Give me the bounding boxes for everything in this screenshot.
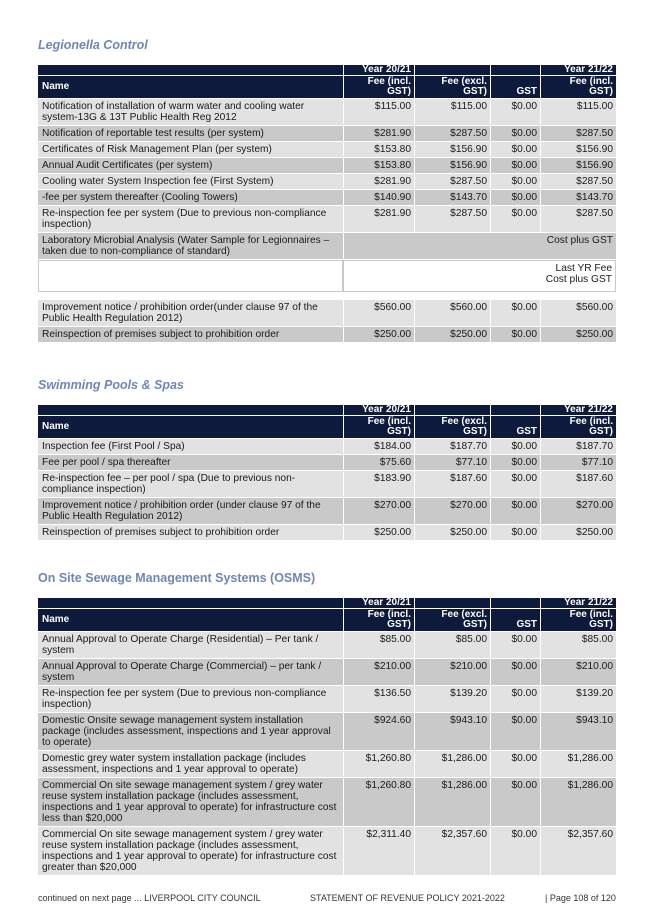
- row-gst: $0.00: [490, 455, 540, 470]
- row-fee-prev: $184.00: [343, 439, 414, 454]
- row-fee-incl: $1,286.00: [540, 751, 616, 777]
- row-gst: $0.00: [490, 525, 540, 540]
- row-fee-prev: $270.00: [343, 498, 414, 524]
- table-spacer: [38, 293, 616, 299]
- row-fee-excl: $287.50: [414, 174, 490, 189]
- row-gst: $0.00: [490, 190, 540, 205]
- table-row: [38, 713, 616, 750]
- table-row: [38, 751, 616, 777]
- row-fee-excl: $156.90: [414, 158, 490, 173]
- header-fee-incl: Fee (incl. GST): [343, 416, 414, 438]
- row-fee-excl: $187.70: [414, 439, 490, 454]
- footer-page-number: | Page 108 of 120: [545, 893, 616, 903]
- row-last-yr-fee: [343, 260, 616, 292]
- row-fee-excl: $250.00: [414, 525, 490, 540]
- footer-center: STATEMENT OF REVENUE POLICY 2021-2022: [310, 893, 505, 903]
- row-name: Re-inspection fee per system (Due to previous non-compliance inspection): [38, 686, 343, 712]
- row-name: Notification of reportable test results (per system): [38, 126, 343, 141]
- pools-table: [38, 404, 616, 541]
- row-gst: $0.00: [490, 206, 540, 232]
- header-name: Name: [38, 76, 343, 98]
- table-row: [38, 455, 616, 470]
- row-gst: $0.00: [490, 751, 540, 777]
- row-fee-excl: $187.60: [414, 471, 490, 497]
- row-name: Cooling water System Inspection fee (First System): [38, 174, 343, 189]
- row-gst: $0.00: [490, 471, 540, 497]
- row-fee-prev: $560.00: [343, 300, 414, 326]
- osms-table: [38, 597, 616, 876]
- header-spacer: [38, 65, 343, 75]
- row-fee-excl: $210.00: [414, 659, 490, 685]
- row-fee-incl: $156.90: [540, 142, 616, 157]
- row-name: Commercial On site sewage management system / grey water reuse system installation package (includes assessment, inspections and 1 year approval to operate) for infrastructure cost less than $20,000: [38, 778, 343, 826]
- header-year-next: Year 21/22: [540, 65, 616, 75]
- table-row: [38, 659, 616, 685]
- header-spacer: [490, 405, 540, 415]
- row-name: Improvement notice / prohibition order (under clause 97 of the Public Health Regulation 2012): [38, 498, 343, 524]
- last-yr-fee-value: Cost plus GST: [545, 274, 612, 285]
- row-gst: $0.00: [490, 327, 540, 342]
- row-fee-incl: $210.00: [540, 659, 616, 685]
- table-row: [38, 190, 616, 205]
- row-fee-incl: $115.00: [540, 99, 616, 125]
- header-fee-incl-next: Fee (incl. GST): [540, 76, 616, 98]
- row-name-empty: [38, 260, 343, 292]
- row-name: -fee per system thereafter (Cooling Towers): [38, 190, 343, 205]
- row-fee-prev: $1,260.80: [343, 751, 414, 777]
- row-fee-prev: $281.90: [343, 174, 414, 189]
- table-row: [38, 99, 616, 125]
- row-fee-incl: $187.70: [540, 439, 616, 454]
- row-fee-prev: $924.60: [343, 713, 414, 750]
- row-fee-excl: $943.10: [414, 713, 490, 750]
- header-spacer: [414, 598, 490, 608]
- row-name: Laboratory Microbial Analysis (Water Sample for Legionnaires – taken due to non-compliance of standard): [38, 233, 343, 259]
- header-spacer: [414, 405, 490, 415]
- table-row: [38, 260, 616, 292]
- row-fee-excl: $85.00: [414, 632, 490, 658]
- header-fee-excl: Fee (excl. GST): [414, 76, 490, 98]
- row-fee-incl: $139.20: [540, 686, 616, 712]
- header-year-next: Year 21/22: [540, 598, 616, 608]
- row-fee-prev: $75.60: [343, 455, 414, 470]
- row-fee-excl: $115.00: [414, 99, 490, 125]
- table-row: [38, 233, 616, 259]
- row-gst: $0.00: [490, 686, 540, 712]
- row-fee-prev: $136.50: [343, 686, 414, 712]
- row-fee-prev: $2,311.40: [343, 827, 414, 875]
- row-fee-excl: $1,286.00: [414, 751, 490, 777]
- row-name: Certificates of Risk Management Plan (per system): [38, 142, 343, 157]
- row-gst: $0.00: [490, 827, 540, 875]
- row-fee-prev: $250.00: [343, 327, 414, 342]
- row-gst: $0.00: [490, 99, 540, 125]
- row-fee-excl: $250.00: [414, 327, 490, 342]
- header-gst: GST: [490, 609, 540, 631]
- table-row: [38, 778, 616, 826]
- row-gst: $0.00: [490, 778, 540, 826]
- row-fee-excl: $287.50: [414, 206, 490, 232]
- table-row: [38, 827, 616, 875]
- section-title-legionella: Legionella Control: [38, 38, 148, 52]
- table-row: [38, 686, 616, 712]
- row-fee-incl: $2,357.60: [540, 827, 616, 875]
- row-fee-prev: $153.80: [343, 158, 414, 173]
- row-fee-incl: $156.90: [540, 158, 616, 173]
- row-fee-incl: $287.50: [540, 126, 616, 141]
- header-year-next: Year 21/22: [540, 405, 616, 415]
- row-fee-prev: $210.00: [343, 659, 414, 685]
- row-gst: $0.00: [490, 659, 540, 685]
- row-fee-incl: $270.00: [540, 498, 616, 524]
- row-fee-excl: $270.00: [414, 498, 490, 524]
- table-row: [38, 126, 616, 141]
- row-name: Inspection fee (First Pool / Spa): [38, 439, 343, 454]
- header-fee-excl: Fee (excl. GST): [414, 416, 490, 438]
- row-fee-prev: $153.80: [343, 142, 414, 157]
- row-gst: $0.00: [490, 632, 540, 658]
- row-name: Annual Approval to Operate Charge (Commercial) – per tank / system: [38, 659, 343, 685]
- header-gst: GST: [490, 416, 540, 438]
- row-gst: $0.00: [490, 439, 540, 454]
- table-row: [38, 632, 616, 658]
- row-fee-prev: $183.90: [343, 471, 414, 497]
- row-name: Improvement notice / prohibition order(under clause 97 of the Public Health Regulation 2012): [38, 300, 343, 326]
- header-year-prev: Year 20/21: [343, 405, 414, 415]
- section-title-pools: Swimming Pools & Spas: [38, 378, 184, 392]
- section-title-osms: On Site Sewage Management Systems (OSMS): [38, 571, 316, 585]
- row-fee-excl: $1,286.00: [414, 778, 490, 826]
- row-fee-prev: $115.00: [343, 99, 414, 125]
- header-fee-incl-next: Fee (incl. GST): [540, 416, 616, 438]
- row-fee-excl: $143.70: [414, 190, 490, 205]
- header-spacer: [38, 405, 343, 415]
- header-fee-incl-next: Fee (incl. GST): [540, 609, 616, 631]
- header-spacer: [490, 65, 540, 75]
- header-spacer: [414, 65, 490, 75]
- row-name: Reinspection of premises subject to prohibition order: [38, 327, 343, 342]
- table-row: [38, 498, 616, 524]
- header-spacer: [490, 598, 540, 608]
- row-name: Commercial On site sewage management system / grey water reuse system installation package (includes assessment, inspections and 1 year approval to operate) for infrastructure cost greater than $20,000: [38, 827, 343, 875]
- last-yr-fee-label: Last YR Fee: [555, 263, 612, 274]
- row-fee-excl: $287.50: [414, 126, 490, 141]
- row-name: Annual Approval to Operate Charge (Residential) – Per tank / system: [38, 632, 343, 658]
- table-row: [38, 439, 616, 454]
- header-name: Name: [38, 609, 343, 631]
- row-fee-incl: $560.00: [540, 300, 616, 326]
- row-fee-excl: $77.10: [414, 455, 490, 470]
- table-row: [38, 471, 616, 497]
- row-fee-prev: $281.90: [343, 126, 414, 141]
- row-gst: $0.00: [490, 126, 540, 141]
- row-gst: $0.00: [490, 498, 540, 524]
- row-fee-excl: $2,357.60: [414, 827, 490, 875]
- row-name: Fee per pool / spa thereafter: [38, 455, 343, 470]
- row-name: Domestic Onsite sewage management system installation package (includes assessment, inspections and 1 year approval to operate): [38, 713, 343, 750]
- row-fee-prev: $140.90: [343, 190, 414, 205]
- row-gst: $0.00: [490, 174, 540, 189]
- table-row: [38, 206, 616, 232]
- row-fee-incl: $943.10: [540, 713, 616, 750]
- header-name: Name: [38, 416, 343, 438]
- table-row: [38, 525, 616, 540]
- header-gst: GST: [490, 76, 540, 98]
- row-fee-prev: $281.90: [343, 206, 414, 232]
- header-year-prev: Year 20/21: [343, 598, 414, 608]
- row-fee-excl: $156.90: [414, 142, 490, 157]
- row-name: Reinspection of premises subject to prohibition order: [38, 525, 343, 540]
- row-name: Notification of installation of warm water and cooling water system-13G & 13T Public Health Reg 2012: [38, 99, 343, 125]
- row-fee-excl: $560.00: [414, 300, 490, 326]
- row-name: Domestic grey water system installation package (includes assessment, inspections and 1 year approval to operate): [38, 751, 343, 777]
- row-fee-incl: $77.10: [540, 455, 616, 470]
- header-year-prev: Year 20/21: [343, 65, 414, 75]
- row-fee-incl: $143.70: [540, 190, 616, 205]
- header-fee-incl: Fee (incl. GST): [343, 609, 414, 631]
- legionella-table: [38, 64, 616, 343]
- table-row: [38, 158, 616, 173]
- table-row: [38, 174, 616, 189]
- table-row: [38, 300, 616, 326]
- row-gst: $0.00: [490, 158, 540, 173]
- row-fee-incl: $250.00: [540, 525, 616, 540]
- row-fee-incl: $287.50: [540, 206, 616, 232]
- row-gst: $0.00: [490, 142, 540, 157]
- row-fee-incl: $85.00: [540, 632, 616, 658]
- row-name: Annual Audit Certificates (per system): [38, 158, 343, 173]
- row-fee-excl: $139.20: [414, 686, 490, 712]
- table-row: [38, 142, 616, 157]
- row-gst: $0.00: [490, 300, 540, 326]
- row-fee-prev: $250.00: [343, 525, 414, 540]
- row-fee-incl: $187.60: [540, 471, 616, 497]
- header-spacer: [38, 598, 343, 608]
- row-name: Re-inspection fee per system (Due to previous non-compliance inspection): [38, 206, 343, 232]
- header-fee-excl: Fee (excl. GST): [414, 609, 490, 631]
- row-fee-incl: $287.50: [540, 174, 616, 189]
- row-fee-prev: $85.00: [343, 632, 414, 658]
- row-gst: $0.00: [490, 713, 540, 750]
- row-fee-prev: $1,260.80: [343, 778, 414, 826]
- row-cost-plus-gst: Cost plus GST: [343, 233, 616, 259]
- row-name: Re-inspection fee – per pool / spa (Due to previous non-compliance inspection): [38, 471, 343, 497]
- footer-left: continued on next page ... LIVERPOOL CITY COUNCIL: [38, 893, 261, 903]
- header-fee-incl: Fee (incl. GST): [343, 76, 414, 98]
- table-row: [38, 327, 616, 342]
- row-fee-incl: $1,286.00: [540, 778, 616, 826]
- row-fee-incl: $250.00: [540, 327, 616, 342]
